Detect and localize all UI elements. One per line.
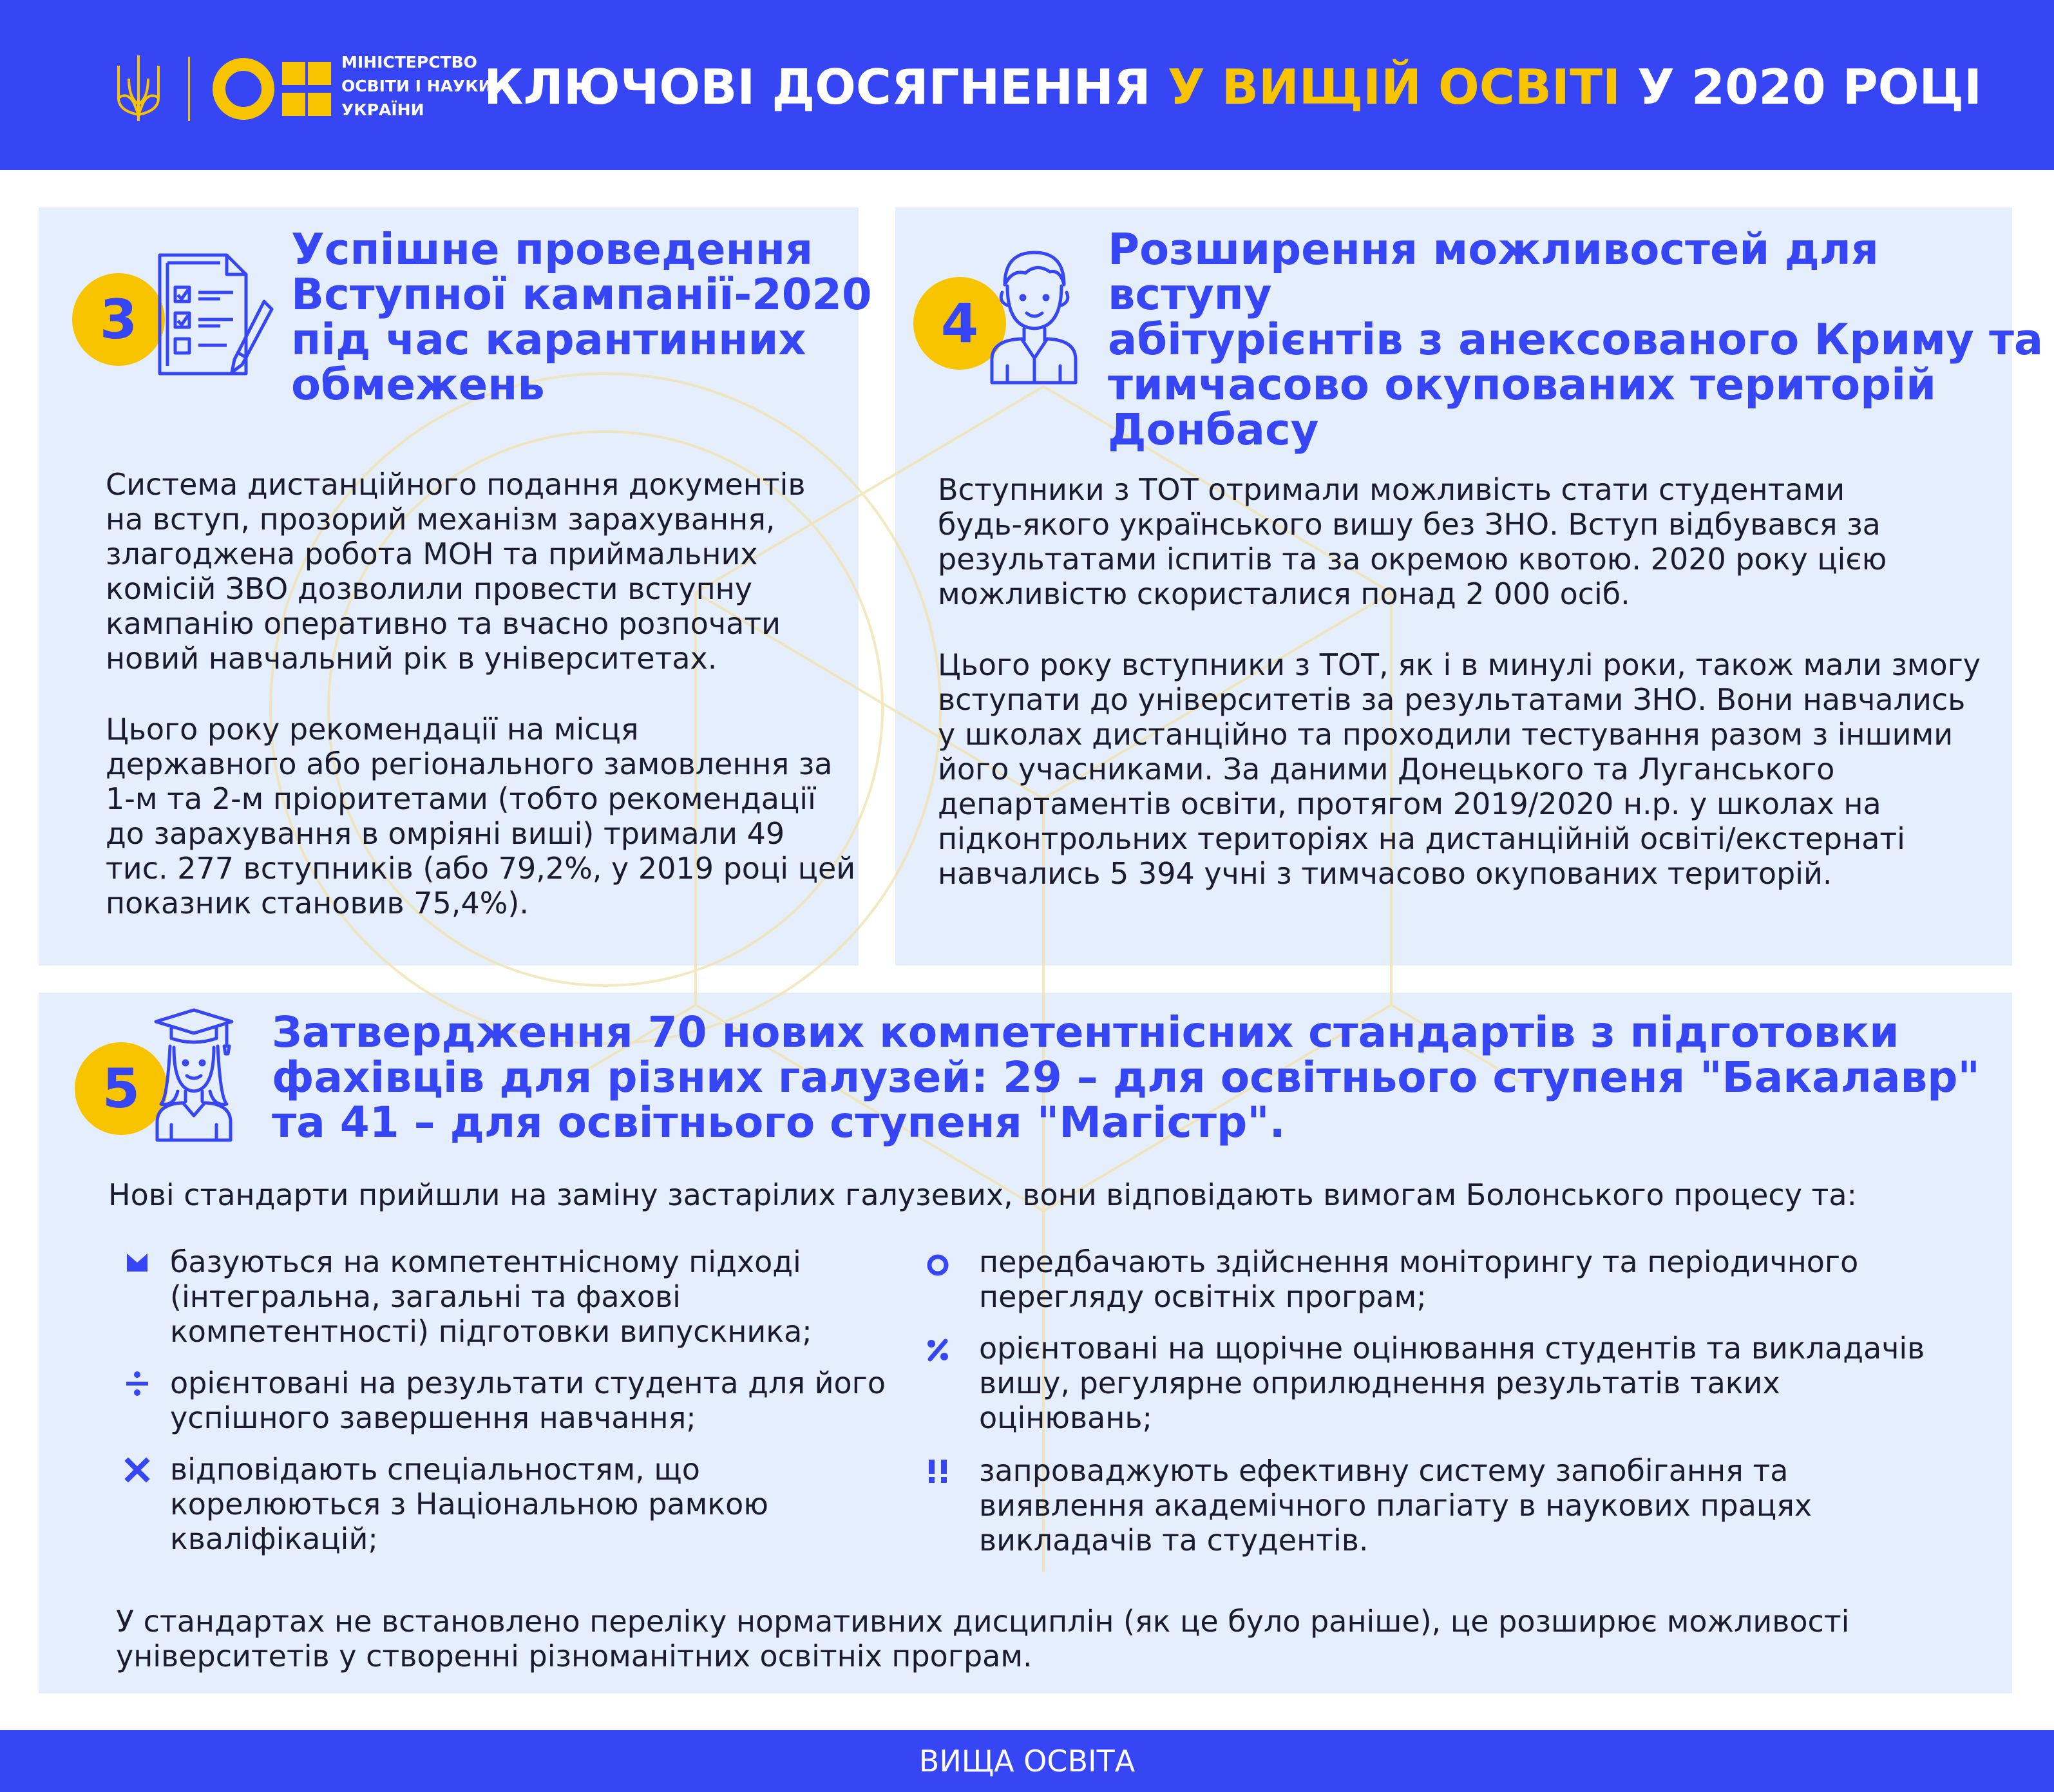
bullet-item <box>979 1453 1812 1558</box>
section-3-title-line: Успішне проведення <box>291 224 813 274</box>
student-icon <box>985 243 1082 386</box>
text-line: університетів у створенні різноманітних освітніх програм. <box>116 1639 1032 1673</box>
section-5-closing <box>116 1604 1849 1673</box>
ministry-line-2: ОСВІТИ І НАУКИ <box>341 77 492 95</box>
bullet-line: запроваджують ефективну систему запобігання та <box>979 1453 1789 1488</box>
bullet-item <box>979 1331 1925 1435</box>
text-line: підконтрольних територіях на дистанційній освіті/екстернаті <box>938 821 1905 856</box>
bullet-line: кваліфікацій; <box>170 1521 378 1556</box>
ministry-name <box>341 50 492 122</box>
section-3-title <box>291 224 872 410</box>
bullet-line: викладачів та студентів. <box>979 1523 1369 1558</box>
bullet-line: базуються на компетентнісному підході <box>170 1244 801 1279</box>
bullet-line: орієнтовані на результати студента для його <box>170 1366 886 1400</box>
m-letter-icon <box>124 1250 150 1275</box>
section-5-intro: Нові стандарти прийшли на заміну застарілих галузевих, вони відповідають вимогам Болонського процесу та: <box>108 1177 1858 1212</box>
page-title <box>484 59 1982 115</box>
text-line: Вступники з ТОТ отримали можливість стати студентами <box>938 472 1845 507</box>
bullet-item <box>170 1366 886 1435</box>
bullet-line: відповідають спеціальностям, що <box>170 1452 700 1487</box>
text-line: Система дистанційного подання документів <box>106 467 806 502</box>
text-line: У стандартах не встановлено переліку нормативних дисциплін (як це було раніше), це розширює можливості <box>116 1604 1850 1639</box>
bullet-item <box>170 1244 812 1349</box>
text-line: вступати до університетів за результатами ЗНО. Вони навчались <box>938 682 1966 717</box>
bullet-line: вишу, регулярне оприлюднення результатів таких <box>979 1366 1780 1400</box>
text-line: кампанію оперативно та вчасно розпочати <box>106 606 781 641</box>
percent-icon <box>925 1337 951 1363</box>
checklist-document-icon <box>149 250 278 379</box>
section-4-paragraph-1 <box>938 472 1887 611</box>
ministry-logo-icon <box>211 57 334 121</box>
text-line: Цього року вступники з ТОТ, як і в минулі роки, також мали змогу <box>938 647 1981 682</box>
text-line: його учасниками. За даними Донецького та Луганського <box>938 752 1835 786</box>
bullet-line: оцінювань; <box>979 1400 1153 1435</box>
bullet-line: перегляду освітніх програм; <box>979 1279 1427 1314</box>
text-line: новий навчальний рік в університетах. <box>106 641 718 676</box>
text-line: 1-м та 2-м пріоритетами (тобто рекомендації <box>106 781 816 816</box>
double-exclamation-icon <box>925 1458 951 1484</box>
title-part-2: У 2020 РОЦІ <box>1620 59 1982 115</box>
text-line: результатами іспитів та за окремою квотою. 2020 року цією <box>938 542 1887 577</box>
section-5-title-line: фахівців для різних галузей: 29 – для освітнього ступеня "Бакалавр" <box>272 1053 1980 1102</box>
section-4-title-line: Розширення можливостей для вступу <box>1108 224 1879 319</box>
footer-label: ВИЩА ОСВІТА <box>918 1744 1136 1778</box>
section-4-title-line: тимчасово окупованих територій <box>1108 359 1937 410</box>
text-line: на вступ, прозорий механізм зарахування, <box>106 502 775 537</box>
section-4-paragraph-2 <box>938 647 1981 891</box>
text-line: злагоджена робота МОН та приймальних <box>106 537 758 571</box>
section-3-paragraph-2 <box>106 712 855 920</box>
multiply-icon <box>124 1457 150 1483</box>
o-letter-icon <box>925 1252 951 1278</box>
text-line: тис. 277 вступників (або 79,2%, у 2019 році цей <box>106 851 856 886</box>
section-5-number: 5 <box>75 1042 167 1135</box>
text-line: можливістю скористалися понад 2 000 осіб. <box>938 577 1630 611</box>
section-3-title-line: Вступної кампанії-2020 <box>291 269 872 319</box>
divide-icon <box>124 1371 150 1396</box>
bullet-item <box>979 1244 1858 1314</box>
bullet-line: корелюються з Національною рамкою <box>170 1487 768 1521</box>
text-line: державного або регіонального замовлення за <box>106 747 833 781</box>
logo-divider <box>188 57 190 121</box>
text-line: до зарахування в омріяні виші) тримали 49 <box>106 816 785 851</box>
section-3-title-line: обмежень <box>291 359 545 410</box>
bullet-line: орієнтовані на щорічне оцінювання студентів та викладачів <box>979 1331 1925 1366</box>
text-line: Цього року рекомендації на місця <box>106 712 639 747</box>
ministry-line-1: МІНІСТЕРСТВО <box>341 53 477 71</box>
ministry-line-3: УКРАЇНИ <box>341 100 424 119</box>
bullet-line: компетентності) підготовки випускника; <box>170 1314 812 1349</box>
bullet-line: передбачають здійснення моніторингу та періодичного <box>979 1244 1859 1279</box>
section-4-title <box>1108 224 2054 455</box>
section-4-title-line: абітурієнтів з анексованого Криму та <box>1108 314 2044 365</box>
text-line: у школах дистанційно та проходили тестування разом з іншими <box>938 717 1954 752</box>
section-3-paragraph-1 <box>106 467 805 676</box>
section-4-title-line: Донбасу <box>1108 405 1319 455</box>
text-line: департаментів освіти, протягом 2019/2020 н.р. у школах на <box>938 786 1881 821</box>
section-5-title <box>272 1007 1980 1147</box>
bullet-item <box>170 1452 768 1556</box>
bullet-line: (інтегральна, загальні та фахові <box>170 1279 681 1314</box>
text-line: навчались 5 394 учні з тимчасово окупованих територій. <box>938 856 1832 891</box>
bullet-line: виявлення академічного плагіату в наукових працях <box>979 1488 1812 1523</box>
title-part-1: КЛЮЧОВІ ДОСЯГНЕННЯ <box>484 59 1168 115</box>
section-3-title-line: під час карантинних <box>291 314 806 365</box>
bullet-line: успішного завершення навчання; <box>170 1400 696 1435</box>
section-5-title-line: та 41 – для освітнього ступеня "Магістр". <box>272 1098 1286 1147</box>
text-line: показник становив 75,4%). <box>106 886 529 920</box>
trident-icon <box>115 53 162 124</box>
section-5-title-line: Затвердження 70 нових компетентнісних стандартів з підготовки <box>272 1007 1899 1057</box>
text-line: будь-якого українського вишу без ЗНО. Вступ відбувався за <box>938 507 1881 542</box>
title-highlight: У ВИЩІЙ ОСВІТІ <box>1167 59 1621 115</box>
graduate-icon <box>152 1007 236 1143</box>
text-line: комісій ЗВО дозволили провести вступну <box>106 571 752 606</box>
section-3-number: 3 <box>72 273 165 366</box>
section-4-number: 4 <box>913 277 1006 370</box>
